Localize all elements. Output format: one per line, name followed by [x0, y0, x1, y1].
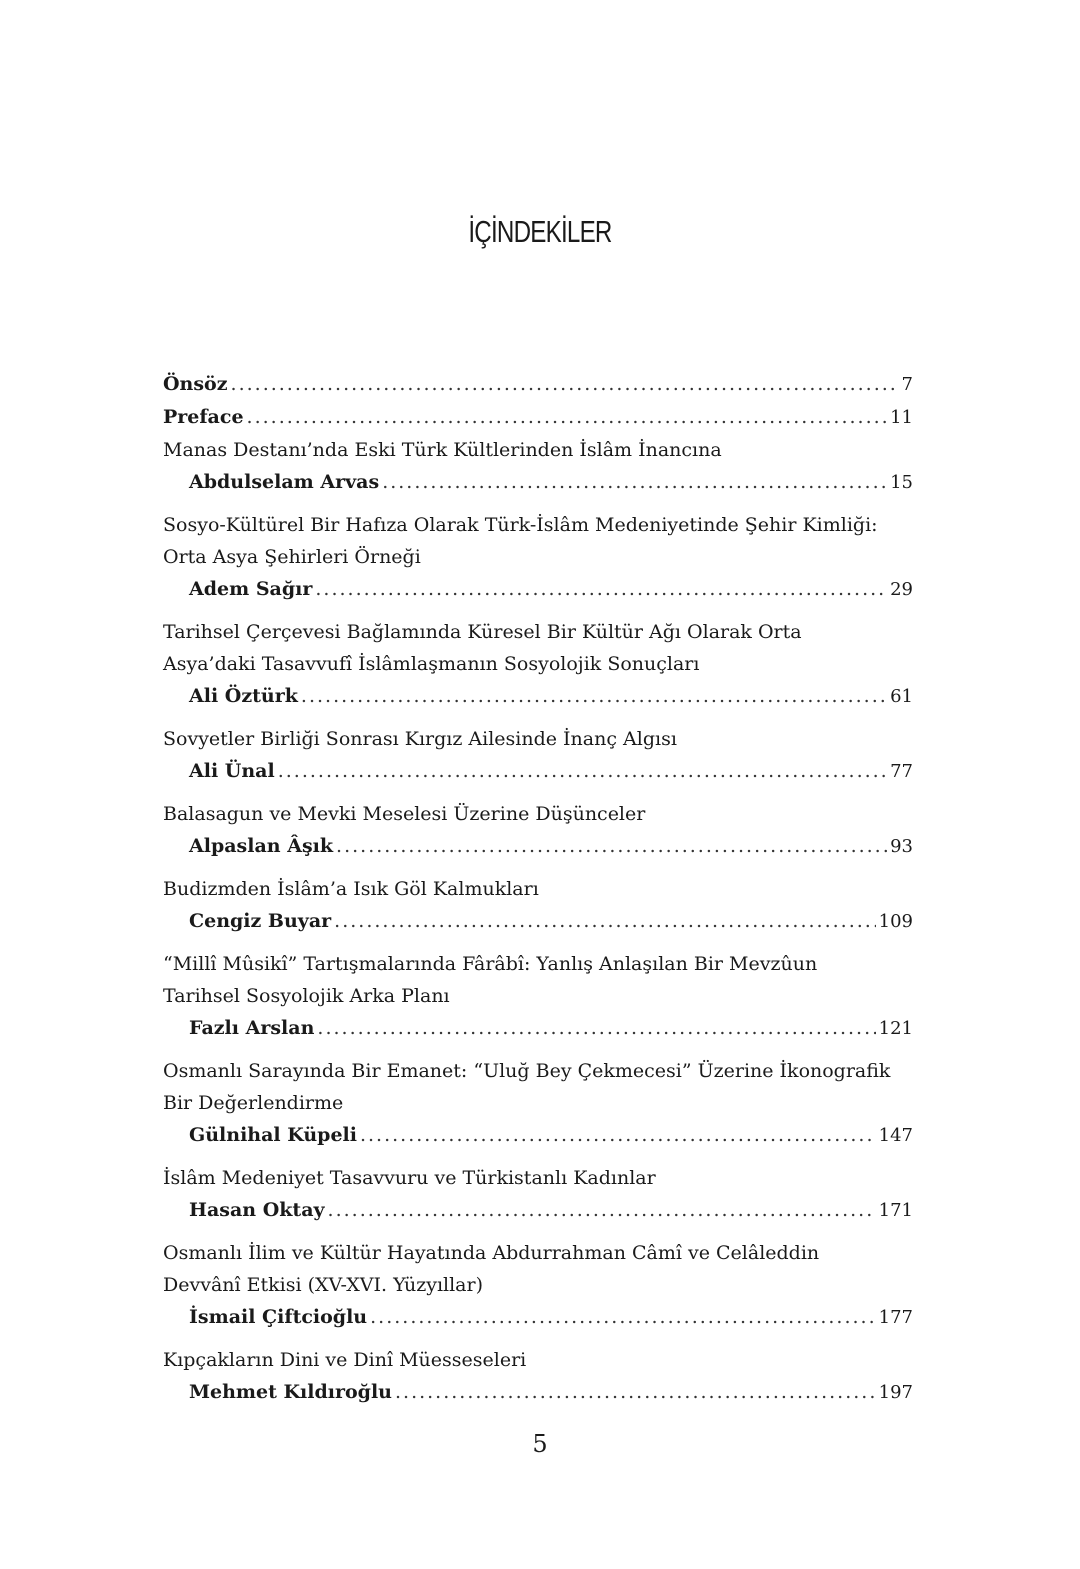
- toc-entry[interactable]: [163, 1055, 913, 1152]
- toc-entry[interactable]: [163, 1344, 913, 1409]
- toc-entry-author: Cengiz Buyar: [189, 910, 332, 932]
- table-of-contents: [163, 368, 913, 1419]
- dot-leader: [247, 401, 888, 433]
- dot-leader: [334, 905, 875, 937]
- dot-leader: [382, 466, 887, 498]
- toc-page-number: 121: [878, 1018, 913, 1039]
- toc-entry-author: Ali Öztürk: [189, 685, 298, 707]
- toc-entry-author: Ali Ünal: [189, 760, 275, 782]
- dot-leader: [231, 368, 899, 400]
- toc-entry-title: Kıpçakların Dini ve Dinî Müesseseleri: [163, 1349, 527, 1371]
- toc-entry[interactable]: [163, 434, 913, 499]
- toc-page-number: 11: [890, 407, 913, 428]
- toc-entry[interactable]: [163, 1237, 913, 1334]
- toc-entry-title: Sosyo-Kültürel Bir Hafıza Olarak Türk-İslâm Medeniyetinde Şehir Kimliği:: [163, 514, 878, 536]
- dot-leader: [315, 573, 887, 605]
- toc-entry-title: Asya’daki Tasavvufî İslâmlaşmanın Sosyolojik Sonuçları: [163, 653, 700, 675]
- dot-leader: [301, 680, 887, 712]
- toc-entry-title: Manas Destanı’nda Eski Türk Kültlerinden İslâm İnancına: [163, 439, 722, 461]
- toc-entry-title: Orta Asya Şehirleri Örneği: [163, 546, 421, 568]
- toc-entry-title: Bir Değerlendirme: [163, 1092, 344, 1114]
- toc-page-number: 109: [878, 911, 913, 932]
- toc-entry[interactable]: [163, 616, 913, 713]
- toc-entry-title: Balasagun ve Mevki Meselesi Üzerine Düşünceler: [163, 803, 646, 825]
- toc-entry-author: Fazlı Arslan: [189, 1017, 315, 1039]
- toc-entry[interactable]: [163, 1162, 913, 1227]
- toc-entry-title: Devvânî Etkisi (XV-XVI. Yüzyıllar): [163, 1274, 484, 1296]
- dot-leader: [278, 755, 887, 787]
- toc-page-number: 171: [878, 1200, 913, 1221]
- page-number: 5: [532, 1430, 548, 1458]
- toc-entry-author: Abdulselam Arvas: [189, 471, 380, 493]
- toc-page-number: 177: [878, 1307, 913, 1328]
- toc-entry[interactable]: [163, 509, 913, 606]
- toc-page-number: 61: [890, 686, 913, 707]
- toc-entry[interactable]: [163, 723, 913, 788]
- toc-page-number: 77: [890, 761, 913, 782]
- toc-page-number: 197: [878, 1382, 913, 1403]
- toc-entry-title: Osmanlı İlim ve Kültür Hayatında Abdurrahman Câmî ve Celâleddin: [163, 1242, 820, 1264]
- toc-entry-title: Osmanlı Sarayında Bir Emanet: “Uluğ Bey Çekmecesi” Üzerine İkonografik: [163, 1060, 891, 1082]
- toc-entry-title: Sovyetler Birliği Sonrası Kırgız Ailesinde İnanç Algısı: [163, 728, 677, 750]
- toc-page-number: 15: [890, 472, 913, 493]
- toc-page-number: 7: [901, 374, 913, 395]
- toc-entry-title: İslâm Medeniyet Tasavvuru ve Türkistanlı Kadınlar: [163, 1167, 656, 1189]
- toc-entry[interactable]: [163, 873, 913, 938]
- toc-entry-author: Gülnihal Küpeli: [189, 1124, 357, 1146]
- toc-entry-title: Tarihsel Sosyolojik Arka Planı: [163, 985, 450, 1007]
- toc-entry-title: Önsöz: [163, 373, 228, 395]
- toc-entry-author: İsmail Çiftcioğlu: [189, 1306, 368, 1328]
- toc-page-number: 29: [890, 579, 913, 600]
- toc-page-number: 93: [890, 836, 913, 857]
- toc-entry-title: Preface: [163, 406, 244, 428]
- toc-entry-author: Alpaslan Âşık: [189, 835, 334, 857]
- toc-entry-author: Hasan Oktay: [189, 1199, 325, 1221]
- dot-leader: [317, 1012, 875, 1044]
- page-title: İÇİNDEKİLER: [468, 214, 612, 249]
- toc-entry-title: “Millî Mûsikî” Tartışmalarında Fârâbî: Yanlış Anlaşılan Bir Mevzûun: [163, 953, 818, 975]
- toc-entry-title: Tarihsel Çerçevesi Bağlamında Küresel Bir Kültür Ağı Olarak Orta: [163, 621, 802, 643]
- toc-entry-author: Adem Sağır: [189, 578, 313, 600]
- toc-entry-author: Mehmet Kıldıroğlu: [189, 1381, 392, 1403]
- toc-page-number: 147: [878, 1125, 913, 1146]
- toc-entry[interactable]: [163, 948, 913, 1045]
- dot-leader: [360, 1119, 876, 1151]
- toc-entry[interactable]: [163, 798, 913, 863]
- toc-entry-title: Budizmden İslâm’a Isık Göl Kalmukları: [163, 878, 539, 900]
- dot-leader: [328, 1194, 876, 1226]
- dot-leader: [370, 1301, 876, 1333]
- toc-entry-onsoz[interactable]: [163, 368, 913, 401]
- dot-leader: [395, 1376, 876, 1408]
- toc-entry-preface[interactable]: [163, 401, 913, 434]
- dot-leader: [336, 830, 887, 862]
